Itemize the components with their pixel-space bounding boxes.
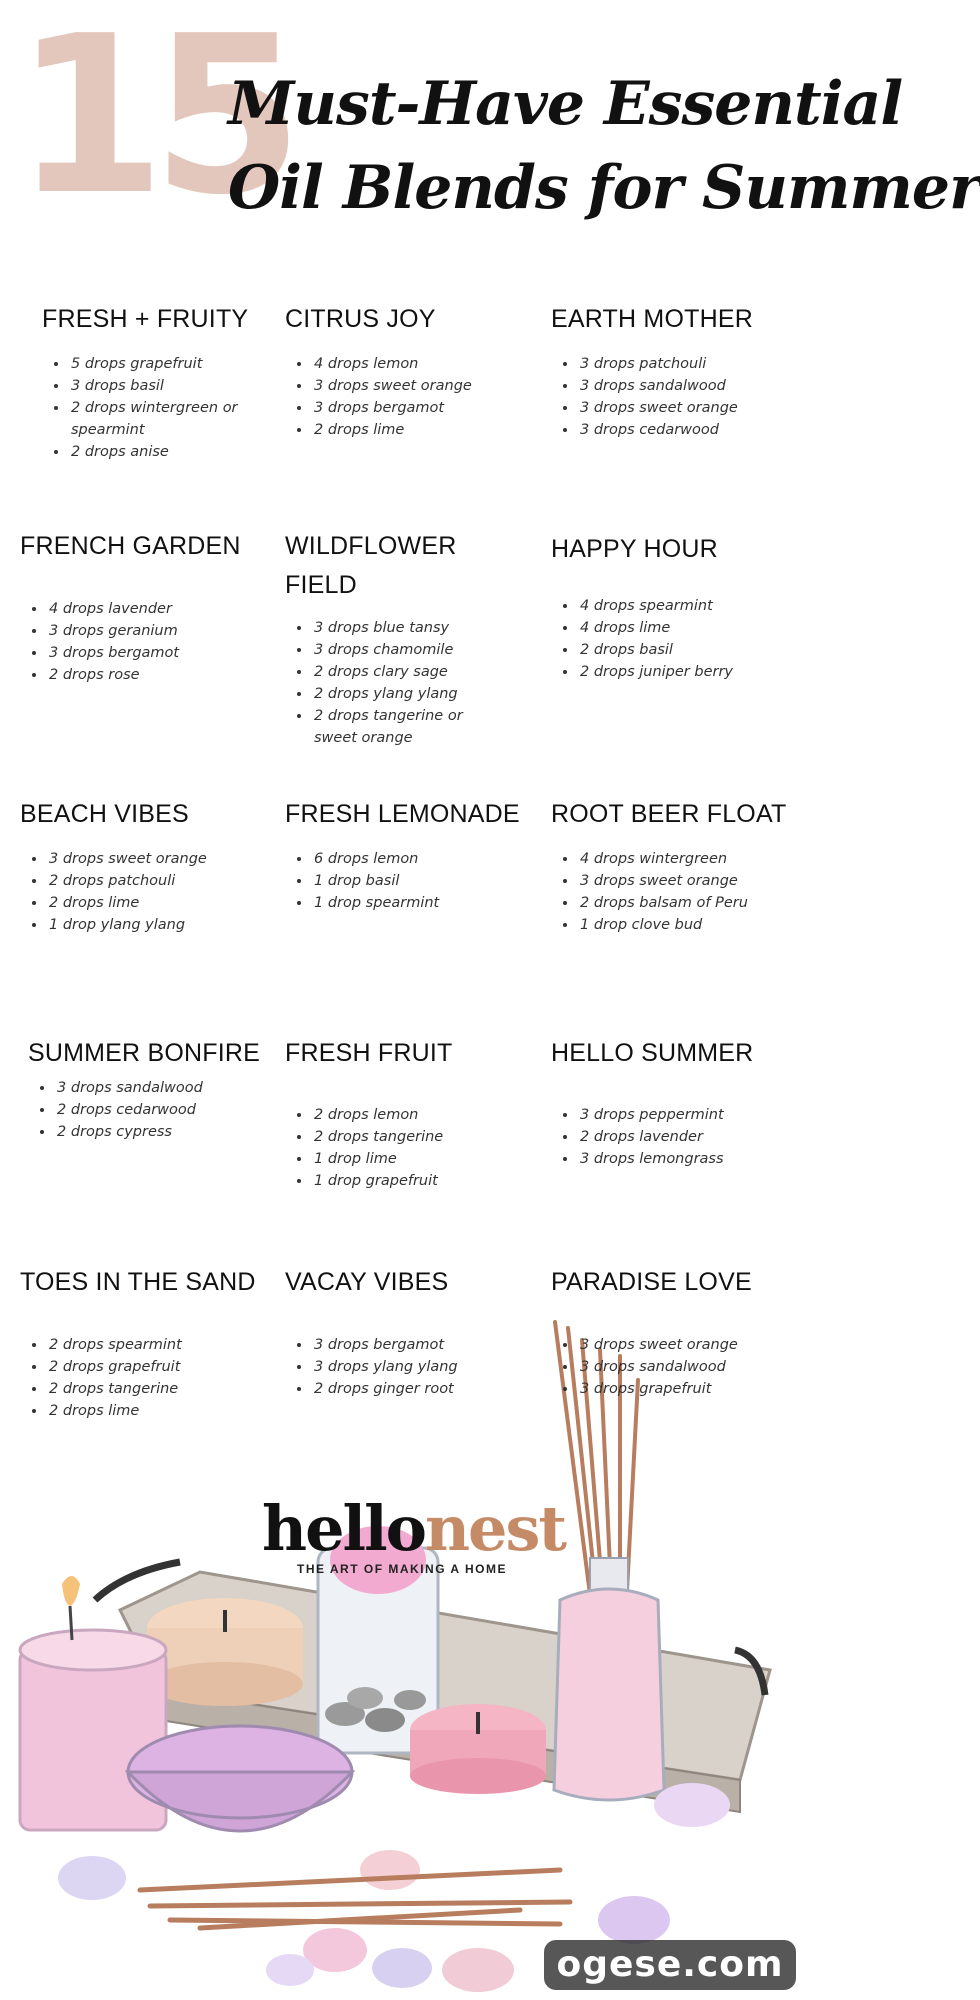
blend-ingredient: • 3 drops chamomile	[312, 639, 495, 661]
blend-ingredient: • 2 drops spearmint	[47, 1334, 270, 1356]
blend-title: TOES IN THE SAND	[20, 1268, 256, 1296]
blend-wildflower-field	[285, 527, 495, 749]
blend-ingredient: • 2 drops juniper berry	[578, 661, 801, 683]
blend-summer-bonfire	[28, 1034, 278, 1143]
blend-earth-mother	[551, 300, 801, 441]
blend-title: BEACH VIBES	[20, 800, 189, 828]
blend-title: FRENCH GARDEN	[20, 532, 241, 560]
blend-ingredient: • 3 drops blue tansy	[312, 617, 495, 639]
blend-list	[551, 1104, 801, 1170]
blend-ingredient: • 2 drops patchouli	[47, 870, 270, 892]
blend-ingredient: • 3 drops patchouli	[578, 353, 801, 375]
blend-ingredient: • 2 drops tangerine	[47, 1378, 270, 1400]
pink-candle-small	[410, 1704, 546, 1794]
blend-ingredient: • 3 drops lemongrass	[578, 1148, 801, 1170]
blend-ingredient: • 2 drops clary sage	[312, 661, 495, 683]
blend-ingredient: • 2 drops cypress	[55, 1121, 278, 1143]
blend-ingredient: • 3 drops geranium	[47, 620, 270, 642]
big-number-15: 15	[14, 0, 290, 243]
blend-list	[20, 598, 270, 686]
hellonest-logo	[262, 1492, 566, 1576]
blend-ingredient: • 3 drops bergamot	[312, 1334, 535, 1356]
blend-ingredient: • 4 drops lemon	[312, 353, 535, 375]
blend-list	[285, 1104, 535, 1192]
blend-fresh-fruit	[285, 1034, 535, 1192]
blend-ingredient: • 3 drops sandalwood	[55, 1077, 278, 1099]
blend-title: HAPPY HOUR	[551, 535, 718, 563]
blend-ingredient: • 2 drops lime	[47, 892, 270, 914]
blend-list	[285, 848, 535, 914]
title-line-1: Must-Have Essential	[228, 69, 903, 139]
blend-ingredient: • 4 drops lime	[578, 617, 801, 639]
blend-title: SUMMER BONFIRE	[28, 1039, 260, 1067]
blend-ingredient: • 2 drops anise	[69, 441, 292, 463]
blend-title: ROOT BEER FLOAT	[551, 800, 787, 828]
incense-sticks	[140, 1870, 570, 1928]
blend-ingredient: • 3 drops sweet orange	[578, 397, 801, 419]
blend-ingredient: • 3 drops grapefruit	[578, 1378, 801, 1400]
blend-ingredient: • 2 drops tangerine or sweet orange	[312, 705, 495, 749]
blend-title: WILDFLOWER FIELD	[285, 532, 457, 599]
blend-ingredient: • 2 drops tangerine	[312, 1126, 535, 1148]
blend-ingredient: • 2 drops lime	[47, 1400, 270, 1422]
blend-title: FRESH LEMONADE	[285, 800, 520, 828]
blend-ingredient: • 3 drops basil	[69, 375, 292, 397]
blend-toes-in-the-sand	[20, 1263, 270, 1422]
blend-happy-hour	[551, 530, 801, 683]
blend-ingredient: • 3 drops sandalwood	[578, 1356, 801, 1378]
logo-hello: hello	[262, 1492, 425, 1565]
blend-ingredient: • 3 drops sweet orange	[578, 870, 801, 892]
blend-vacay-vibes	[285, 1263, 535, 1400]
blend-ingredient: • 3 drops sweet orange	[312, 375, 535, 397]
logo-nest: nest	[424, 1492, 566, 1565]
blend-ingredient: • 1 drop grapefruit	[312, 1170, 535, 1192]
blend-ingredient: • 2 drops grapefruit	[47, 1356, 270, 1378]
blend-ingredient: • 3 drops sandalwood	[578, 375, 801, 397]
blend-french-garden	[20, 527, 270, 686]
blend-paradise-love	[551, 1263, 801, 1400]
blend-ingredient: • 2 drops lavender	[578, 1126, 801, 1148]
blend-ingredient: • 4 drops lavender	[47, 598, 270, 620]
blend-list	[551, 848, 801, 936]
logo-tagline: THE ART OF MAKING A HOME	[297, 1562, 507, 1576]
blend-ingredient: • 3 drops peppermint	[578, 1104, 801, 1126]
blend-ingredient: • 2 drops rose	[47, 664, 270, 686]
blend-ingredient: • 3 drops bergamot	[47, 642, 270, 664]
blend-ingredient: • 2 drops cedarwood	[55, 1099, 278, 1121]
blend-list	[551, 1334, 801, 1400]
watermark: ogese.com	[544, 1940, 796, 1990]
blend-title: HELLO SUMMER	[551, 1039, 754, 1067]
blend-ingredient: • 2 drops wintergreen or spearmint	[69, 397, 292, 441]
blend-ingredient: • 1 drop basil	[312, 870, 535, 892]
blend-beach-vibes	[20, 795, 270, 936]
blend-title: PARADISE LOVE	[551, 1268, 752, 1296]
blend-list	[551, 353, 801, 441]
blend-ingredient: • 3 drops ylang ylang	[312, 1356, 535, 1378]
blend-hello-summer	[551, 1034, 801, 1170]
blend-ingredient: • 2 drops lime	[312, 419, 535, 441]
title-line-2: Oil Blends for Summer	[228, 153, 980, 223]
blend-ingredient: • 1 drop clove bud	[578, 914, 801, 936]
blend-ingredient: • 1 drop lime	[312, 1148, 535, 1170]
blend-ingredient: • 1 drop spearmint	[312, 892, 535, 914]
blend-citrus-joy	[285, 300, 535, 441]
blend-ingredient: • 5 drops grapefruit	[69, 353, 292, 375]
blend-root-beer-float	[551, 795, 801, 936]
blend-ingredient: • 4 drops wintergreen	[578, 848, 801, 870]
blend-list	[551, 595, 801, 683]
blend-list	[20, 848, 270, 936]
blend-ingredient: • 4 drops spearmint	[578, 595, 801, 617]
blend-ingredient: • 1 drop ylang ylang	[47, 914, 270, 936]
blend-list	[285, 1334, 535, 1400]
blend-title: FRESH FRUIT	[285, 1039, 453, 1067]
logo-wordmark	[262, 1492, 566, 1565]
blend-list	[42, 353, 292, 463]
page-title	[228, 62, 980, 230]
blend-ingredient: • 3 drops cedarwood	[578, 419, 801, 441]
blend-ingredient: • 2 drops basil	[578, 639, 801, 661]
diffuser-bottle	[554, 1558, 664, 1800]
blend-title: FRESH + FRUITY	[42, 305, 249, 333]
blend-title: CITRUS JOY	[285, 305, 436, 333]
blend-ingredient: • 2 drops balsam of Peru	[578, 892, 801, 914]
blend-title: EARTH MOTHER	[551, 305, 753, 333]
peach-candle	[147, 1598, 303, 1706]
blend-fresh-lemonade	[285, 795, 535, 914]
blend-ingredient: • 2 drops lemon	[312, 1104, 535, 1126]
blend-fresh-fruity	[42, 300, 292, 463]
blend-ingredient: • 2 drops ylang ylang	[312, 683, 495, 705]
blend-list	[20, 1334, 270, 1422]
blend-list	[285, 617, 495, 749]
blend-ingredient: • 3 drops sweet orange	[578, 1334, 801, 1356]
blend-title: VACAY VIBES	[285, 1268, 449, 1296]
blend-ingredient: • 6 drops lemon	[312, 848, 535, 870]
blend-list	[28, 1077, 278, 1143]
blend-ingredient: • 2 drops ginger root	[312, 1378, 535, 1400]
blend-ingredient: • 3 drops sweet orange	[47, 848, 270, 870]
blend-list	[285, 353, 535, 441]
blend-ingredient: • 3 drops bergamot	[312, 397, 535, 419]
